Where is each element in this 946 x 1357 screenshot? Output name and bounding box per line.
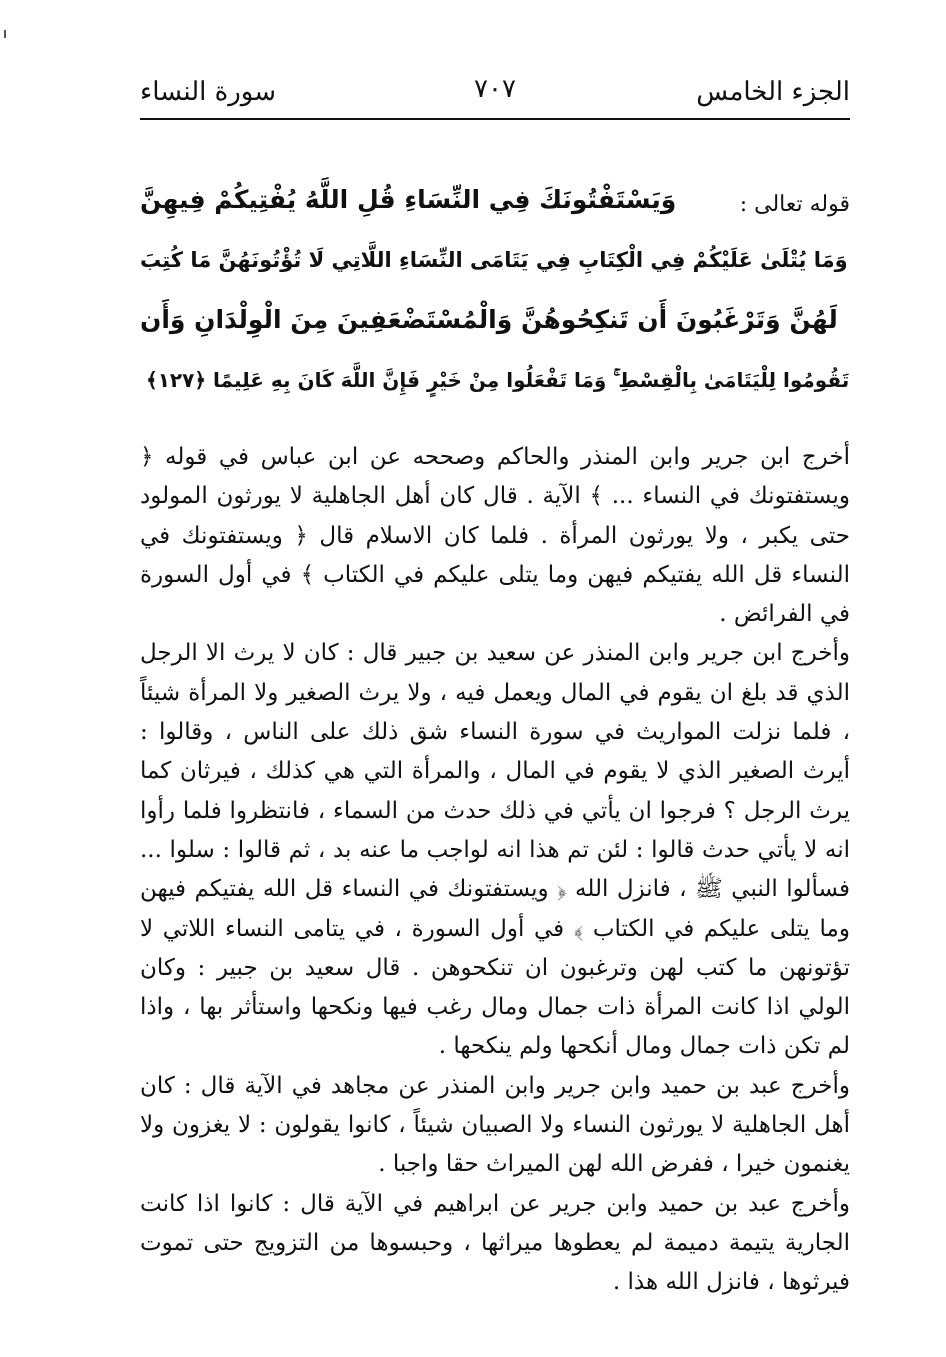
quran-verse: [140, 170, 850, 410]
paragraph: وأخرج عبد بن حميد وابن جرير وابن المنذر عن مجاهد في الآية قال : كان أهل الجاهلية لا يورثون النساء ولا الصبيان شيئاً ، كانوا يقولون : لا يغزون ولا يغنمون خيرا ، ففرض الله لهن الميراث حقا واجبا .: [140, 1072, 850, 1178]
commentary: [140, 438, 850, 1303]
paragraph: وأخرج ابن جرير وابن المنذر عن سعيد بن جبير قال : كان لا يرث الا الرجل الذي قد بلغ ان يقوم في المال ويعمل فيه ، ولا يرث الصغير ولا المرأة شيئاً ، فلما نزلت المواريث في سورة النساء شق ذلك على الناس ، وقالوا : أيرث الصغير الذي لا يقوم في المال ، والمرأة التي هي كذلك ، فيرثان كما يرث الرجل ؟ فرجوا ان يأتي في ذلك حدث من السماء ، فانتظروا فلما رأوا انه لا يأتي حدث قالوا : لئن تم هذا انه لواجب ما عنه بد ، ثم قالوا : سلوا ... فسألوا النبي ﷺ ، فانزل الله ﴿ ويستفتونك في النساء قل الله يفتيكم فيهن وما يتلى عليكم في الكتاب ﴾ في أول السورة ، في يتامى النساء اللاتي لا تؤتونهن ما كتب لهن وترغبون ان تنكحوهن . قال سعيد بن جبير : وكان الولي اذا كانت المرأة ذات جمال ومال رغب فيها ونكحها واستأثر بها ، واذا لم تكن ذات جمال ومال أنكحها ولم ينكحها .: [140, 640, 850, 1060]
verse-number-marker: ﴿١٢٧﴾: [146, 368, 207, 392]
surah-title: سورة النساء: [140, 77, 276, 107]
verse-line-text: تَقُومُوا لِلْيَتَامَىٰ بِالْقِسْطِ ۚ وَمَا تَفْعَلُوا مِنْ خَيْرٍ فَإِنَّ اللَّهَ كَانَ بِهِ عَلِيمًا: [213, 368, 850, 392]
paragraph: أخرج ابن جرير وابن المنذر والحاكم وصححه عن ابن عباس في قوله ﴿ ويستفتونك في النساء ... ﴾ الآية . قال كان أهل الجاهلية لا يورثون المولود حتى يكبر ، ولا يورثون المرأة . فلما كان الاسلام قال ﴿ ويستفتونك في النساء قل الله يفتيكم فيهن وما يتلى عليكم في الكتاب ﴾ في أول السورة في الفرائض .: [140, 444, 850, 628]
part-title: الجزء الخامس: [696, 77, 850, 107]
verse-line: وَمَا يُتْلَىٰ عَلَيْكُمْ فِي الْكِتَابِ فِي يَتَامَى النِّسَاءِ اللَّاتِي لَا تُؤْتُونَهُنَّ مَا كُتِبَ: [140, 248, 848, 272]
verse-line-last: [140, 350, 850, 410]
verse-line: وَيَسْتَفْتُونَكَ فِي النِّسَاءِ قُلِ اللَّهُ يُفْتِيكُمْ فِيهِنَّ: [140, 185, 677, 214]
page-header: [140, 66, 850, 120]
verse-line: لَهُنَّ وَتَرْغَبُونَ أَن تَنكِحُوهُنَّ وَالْمُسْتَضْعَفِينَ مِنَ الْوِلْدَانِ وَأَن: [140, 305, 838, 334]
page-number: ٧٠٧: [474, 74, 516, 104]
margin-mark: [4, 30, 6, 38]
verse-intro: قوله تعالى :: [739, 192, 850, 217]
paragraph: وأخرج عبد بن حميد وابن جرير عن ابراهيم في الآية قال : كانوا اذا كانت الجارية يتيمة دميمة لم يعطوها ميراثها ، وحبسوها من التزويج حتى تموت فيرثوها ، فانزل الله هذا .: [140, 1190, 850, 1296]
